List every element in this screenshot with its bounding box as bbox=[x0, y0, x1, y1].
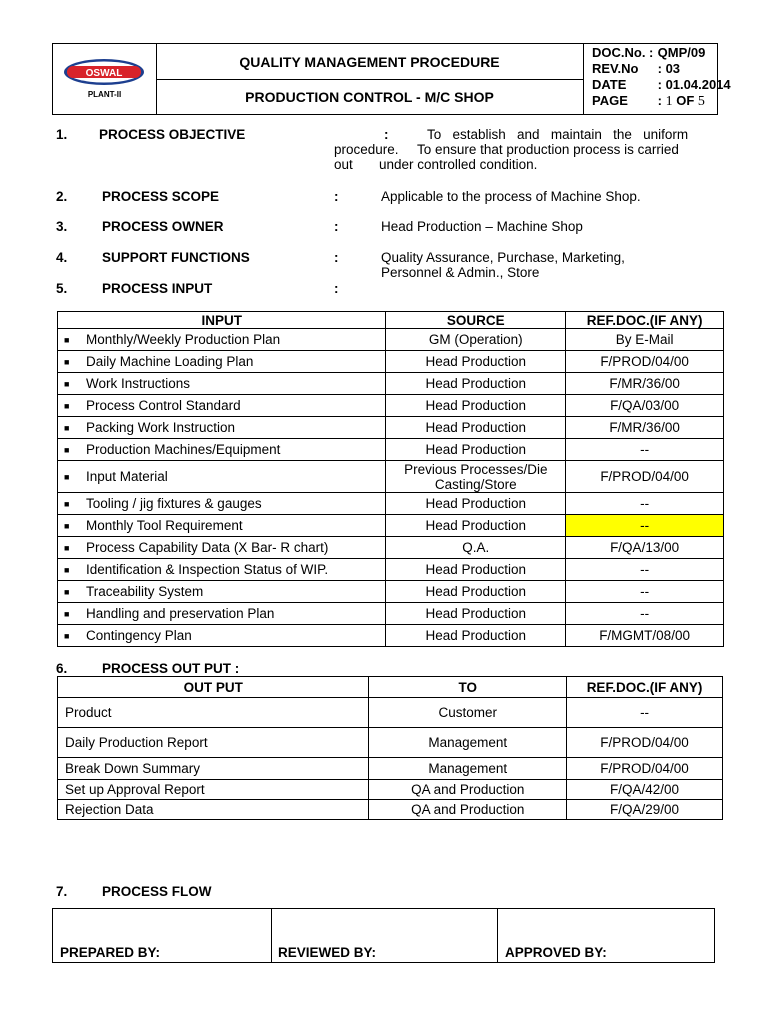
plant-label: PLANT-II bbox=[87, 90, 122, 99]
source-text: Head Production bbox=[425, 398, 527, 413]
prepared-by-label: PREPARED BY: bbox=[60, 945, 161, 960]
input-cell bbox=[58, 329, 386, 351]
bullet-icon: ■ bbox=[64, 445, 70, 456]
section-5-title: PROCESS INPUT bbox=[102, 281, 213, 296]
bullet-icon: ■ bbox=[64, 521, 70, 532]
input-cell bbox=[58, 559, 386, 581]
logo-text: OSWAL bbox=[85, 68, 123, 79]
input-name: Production Machines/Equipment bbox=[86, 442, 281, 457]
input-table-row bbox=[58, 537, 724, 559]
section-6-title: PROCESS OUT PUT : bbox=[102, 661, 240, 676]
input-cell bbox=[58, 625, 386, 647]
date-row bbox=[592, 77, 731, 93]
source-cell bbox=[386, 417, 566, 439]
section-1-number: 1. bbox=[56, 127, 68, 142]
rev-value: : 03 bbox=[657, 61, 681, 76]
source-cell bbox=[386, 603, 566, 625]
output-table-row bbox=[58, 698, 723, 728]
output-cell: Break Down Summary bbox=[58, 758, 369, 780]
input-name: Handling and preservation Plan bbox=[86, 606, 275, 621]
output-table-row bbox=[58, 758, 723, 780]
input-table-row bbox=[58, 559, 724, 581]
source-cell bbox=[386, 461, 566, 493]
doc-info-cell bbox=[584, 44, 731, 114]
section-5-number: 5. bbox=[56, 281, 68, 296]
input-table-row bbox=[58, 581, 724, 603]
source-text: Head Production bbox=[425, 628, 527, 643]
bullet-icon: ■ bbox=[64, 335, 70, 346]
oswal-logo bbox=[63, 58, 145, 86]
approved-by-label: APPROVED BY: bbox=[505, 945, 607, 960]
input-cell bbox=[58, 493, 386, 515]
source-text: Head Production bbox=[425, 420, 527, 435]
input-table-row bbox=[58, 395, 724, 417]
source-cell bbox=[386, 515, 566, 537]
source-col-header: SOURCE bbox=[386, 312, 566, 329]
logo-cell bbox=[53, 44, 157, 114]
input-table-header bbox=[58, 312, 724, 329]
bullet-icon: ■ bbox=[64, 401, 70, 412]
input-table-row bbox=[58, 603, 724, 625]
ref-doc-cell: F/MR/36/00 bbox=[566, 373, 724, 395]
section-4-colon: : bbox=[334, 250, 339, 265]
section-2-number: 2. bbox=[56, 189, 68, 204]
output-ref-cell: F/PROD/04/00 bbox=[567, 758, 723, 780]
source-text: Q.A. bbox=[462, 540, 490, 555]
input-name: Monthly/Weekly Production Plan bbox=[86, 332, 281, 347]
ref-col-header: REF.DOC.(IF ANY) bbox=[566, 312, 724, 329]
doc-no-label: DOC.No. : bbox=[592, 45, 654, 60]
input-col-header: INPUT bbox=[58, 312, 386, 329]
to-cell: QA and Production bbox=[369, 780, 567, 800]
bullet-icon: ■ bbox=[64, 379, 70, 390]
page-row bbox=[592, 93, 705, 109]
source-text: GM (Operation) bbox=[428, 332, 523, 347]
bullet-icon: ■ bbox=[64, 472, 70, 483]
bullet-icon: ■ bbox=[64, 499, 70, 510]
bullet-icon: ■ bbox=[64, 357, 70, 368]
source-text: Previous Processes/Die bbox=[404, 461, 548, 477]
ref-doc-cell: -- bbox=[566, 439, 724, 461]
section-4-number: 4. bbox=[56, 250, 68, 265]
date-value: : 01.04.2014 bbox=[657, 77, 731, 92]
output-ref-cell: F/QA/42/00 bbox=[567, 780, 723, 800]
reviewed-by-label: REVIEWED BY: bbox=[278, 945, 377, 960]
ref-doc-cell: -- bbox=[566, 559, 724, 581]
source-text: Head Production bbox=[425, 354, 527, 369]
output-cell: Rejection Data bbox=[58, 800, 369, 820]
prepared-by-cell bbox=[53, 909, 272, 962]
source-cell bbox=[386, 493, 566, 515]
bullet-icon: ■ bbox=[64, 631, 70, 642]
ref-doc-cell: F/QA/03/00 bbox=[566, 395, 724, 417]
source-text: Head Production bbox=[425, 376, 527, 391]
ref-doc-cell: -- bbox=[566, 603, 724, 625]
to-cell: Management bbox=[369, 728, 567, 758]
rev-row bbox=[592, 61, 680, 77]
output-cell: Daily Production Report bbox=[58, 728, 369, 758]
source-text: Head Production bbox=[425, 562, 527, 577]
input-name: Monthly Tool Requirement bbox=[86, 518, 243, 533]
to-cell: Management bbox=[369, 758, 567, 780]
bullet-icon: ■ bbox=[64, 543, 70, 554]
approved-by-cell bbox=[498, 909, 714, 962]
input-table-row bbox=[58, 417, 724, 439]
rev-label: REV.No bbox=[592, 61, 639, 76]
source-cell bbox=[386, 373, 566, 395]
source-text: Head Production bbox=[425, 518, 527, 533]
input-table-row bbox=[58, 329, 724, 351]
input-cell bbox=[58, 373, 386, 395]
to-cell: Customer bbox=[369, 698, 567, 728]
input-cell bbox=[58, 581, 386, 603]
output-table-row bbox=[58, 780, 723, 800]
doc-no-value: QMP/09 bbox=[657, 45, 706, 60]
ref-doc-cell: F/PROD/04/00 bbox=[566, 461, 724, 493]
section-1-text-line1: To establish and maintain the uniform bbox=[427, 127, 689, 142]
title-cell bbox=[156, 44, 584, 114]
bullet-icon: ■ bbox=[64, 609, 70, 620]
output-table-row bbox=[58, 728, 723, 758]
output-table-row bbox=[58, 800, 723, 820]
ref-doc-cell: F/QA/13/00 bbox=[566, 537, 724, 559]
source-text: Head Production bbox=[425, 496, 527, 511]
input-name: Work Instructions bbox=[86, 376, 191, 391]
section-7-title: PROCESS FLOW bbox=[102, 884, 212, 899]
section-2-colon: : bbox=[334, 189, 339, 204]
input-cell bbox=[58, 537, 386, 559]
output-cell: Set up Approval Report bbox=[58, 780, 369, 800]
source-cell bbox=[386, 329, 566, 351]
input-name: Identification & Inspection Status of WIP. bbox=[86, 562, 329, 577]
source-cell bbox=[386, 395, 566, 417]
ref-doc-cell: F/MGMT/08/00 bbox=[566, 625, 724, 647]
date-label: DATE bbox=[592, 77, 627, 92]
procedure-subtitle: PRODUCTION CONTROL - M/C SHOP bbox=[245, 88, 494, 105]
input-table-row bbox=[58, 373, 724, 395]
source-cell bbox=[386, 625, 566, 647]
output-col-header: OUT PUT bbox=[58, 677, 369, 698]
input-cell bbox=[58, 461, 386, 493]
output-table-header bbox=[58, 677, 723, 698]
output-cell: Product bbox=[58, 698, 369, 728]
ref-doc-cell: -- bbox=[566, 581, 724, 603]
process-output-table bbox=[57, 676, 723, 820]
page-label: PAGE bbox=[592, 93, 628, 108]
input-table-row bbox=[58, 351, 724, 373]
to-cell: QA and Production bbox=[369, 800, 567, 820]
source-text-line2: Casting/Store bbox=[434, 476, 517, 492]
ref-doc-cell: F/PROD/04/00 bbox=[566, 351, 724, 373]
section-1-title: PROCESS OBJECTIVE bbox=[99, 127, 246, 142]
input-table-row bbox=[58, 461, 724, 493]
section-4-title: SUPPORT FUNCTIONS bbox=[102, 250, 250, 265]
source-text: Head Production bbox=[425, 606, 527, 621]
input-cell bbox=[58, 603, 386, 625]
section-3-text: Head Production – Machine Shop bbox=[381, 219, 583, 234]
source-cell bbox=[386, 439, 566, 461]
section-4-text-line1: Quality Assurance, Purchase, Marketing, bbox=[381, 250, 625, 265]
output-ref-cell: -- bbox=[567, 698, 723, 728]
doc-no-row bbox=[592, 45, 705, 61]
input-name: Contingency Plan bbox=[86, 628, 192, 643]
input-table-row bbox=[58, 515, 724, 537]
section-4-text-line2: Personnel & Admin., Store bbox=[381, 265, 540, 280]
input-cell bbox=[58, 395, 386, 417]
section-3-colon: : bbox=[334, 219, 339, 234]
input-cell bbox=[58, 439, 386, 461]
input-cell bbox=[58, 351, 386, 373]
procedure-title: QUALITY MANAGEMENT PROCEDURE bbox=[156, 44, 583, 80]
document-header bbox=[52, 43, 731, 115]
output-ref-cell: F/QA/29/00 bbox=[567, 800, 723, 820]
section-1-colon: : bbox=[384, 127, 389, 142]
page-of: OF bbox=[676, 93, 695, 108]
input-cell bbox=[58, 515, 386, 537]
bullet-icon: ■ bbox=[64, 587, 70, 598]
input-table-row bbox=[58, 439, 724, 461]
section-2-title: PROCESS SCOPE bbox=[102, 189, 220, 204]
input-table-row bbox=[58, 493, 724, 515]
section-6-number: 6. bbox=[56, 661, 68, 676]
section-7-number: 7. bbox=[56, 884, 68, 899]
ref-doc-cell: F/MR/36/00 bbox=[566, 417, 724, 439]
input-name: Input Material bbox=[86, 469, 168, 484]
source-text: Head Production bbox=[425, 584, 527, 599]
source-cell bbox=[386, 581, 566, 603]
input-name: Traceability System bbox=[86, 584, 204, 599]
ref-doc-cell: -- bbox=[566, 493, 724, 515]
input-table-row bbox=[58, 625, 724, 647]
ref-doc-cell: -- bbox=[566, 515, 724, 537]
input-name: Tooling / jig fixtures & gauges bbox=[86, 496, 262, 511]
source-cell bbox=[386, 537, 566, 559]
section-2-text: Applicable to the process of Machine Shop. bbox=[381, 189, 641, 204]
section-1-text-line3: out under controlled condition. bbox=[334, 157, 538, 172]
ref-doc-cell: By E-Mail bbox=[566, 329, 724, 351]
output-ref-col-header: REF.DOC.(IF ANY) bbox=[567, 677, 723, 698]
source-cell bbox=[386, 351, 566, 373]
input-cell bbox=[58, 417, 386, 439]
input-name: Daily Machine Loading Plan bbox=[86, 354, 254, 369]
signoff-table bbox=[52, 908, 715, 963]
input-name: Process Capability Data (X Bar- R chart) bbox=[86, 540, 329, 555]
section-5-colon: : bbox=[334, 281, 339, 296]
input-name: Process Control Standard bbox=[86, 398, 241, 413]
source-cell bbox=[386, 559, 566, 581]
page-prefix: : bbox=[657, 93, 662, 108]
to-col-header: TO bbox=[369, 677, 567, 698]
bullet-icon: ■ bbox=[64, 423, 70, 434]
source-text: Head Production bbox=[425, 442, 527, 457]
process-input-table bbox=[57, 311, 724, 647]
page-number: 1 bbox=[665, 94, 673, 109]
section-1-text-line2: procedure. To ensure that production process is carried bbox=[334, 142, 679, 157]
section-3-title: PROCESS OWNER bbox=[102, 219, 224, 234]
input-name: Packing Work Instruction bbox=[86, 420, 236, 435]
page-total: 5 bbox=[697, 94, 705, 109]
bullet-icon: ■ bbox=[64, 565, 70, 576]
output-ref-cell: F/PROD/04/00 bbox=[567, 728, 723, 758]
section-3-number: 3. bbox=[56, 219, 68, 234]
reviewed-by-cell bbox=[271, 909, 498, 962]
